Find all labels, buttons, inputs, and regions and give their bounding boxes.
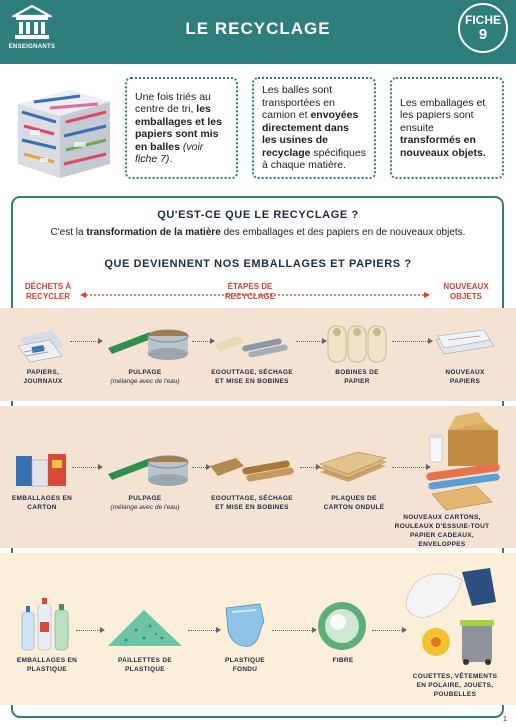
step-arrow bbox=[70, 341, 98, 342]
caption-note: (mélange avec de l'eau) bbox=[110, 378, 180, 385]
step-arrow bbox=[300, 467, 316, 468]
caption-new-papers: NOUVEAUX PAPIERS bbox=[445, 369, 485, 385]
paper-reels-image bbox=[326, 320, 388, 364]
drying-rolls-image bbox=[212, 330, 292, 360]
question-heading-2: QUE DEVIENNENT NOS EMBALLAGES ET PAPIERS ? bbox=[104, 258, 412, 270]
caption-main: PULPAGE bbox=[128, 495, 162, 502]
info-box-transform bbox=[390, 77, 504, 179]
info-text: spécifiques à chaque matière. bbox=[262, 146, 366, 172]
info-bold: les emballages et les papiers sont mis en balles bbox=[135, 103, 222, 153]
legend-new-objects: NOUVEAUX OBJETS bbox=[443, 282, 489, 301]
new-cardboard-items-image bbox=[426, 410, 502, 512]
caption-cardboard: EMBALLAGES EN CARTON bbox=[11, 495, 73, 511]
caption-drying: EGOUTTAGE, SÉCHAGE ET MISE EN BOBINES bbox=[211, 495, 293, 511]
newspapers-image bbox=[16, 326, 68, 364]
info-text: . bbox=[169, 153, 173, 165]
info-text: Une fois triés au centre de tri, bbox=[135, 90, 211, 115]
caption-plastic-packaging: EMBALLAGES EN PLASTIQUE bbox=[16, 657, 78, 673]
caption-pulping bbox=[100, 368, 190, 386]
info-text: Les balles sont transportées en camion et bbox=[262, 84, 335, 122]
caption-new-cardboard: NOUVEAUX CARTONS, ROULEAUX D'ESSUIE-TOUT PAPIER CADEAUX, ENVELOPPES bbox=[394, 514, 490, 548]
question-heading-1: QU'EST-CE QUE LE RECYCLAGE ? bbox=[157, 209, 359, 221]
caption-papers: PAPIERS, JOURNAUX bbox=[23, 369, 63, 385]
cardboard-packages-image bbox=[12, 446, 70, 490]
caption-corrugated: PLAQUES DE CARTON ONDULÉ bbox=[323, 495, 385, 511]
new-plastic-items-image bbox=[402, 562, 500, 666]
caption-flakes: PAILLETTES DE PLASTIQUE bbox=[118, 657, 172, 673]
paper-bale-image bbox=[10, 82, 118, 182]
def-text: C'est la bbox=[50, 227, 87, 238]
caption-new-plastic-items: COUETTES, VÊTEMENTS EN POLAIRE, JOUETS, POUBELLES bbox=[412, 673, 498, 698]
info-text: Les emballages et les papiers sont ensuite bbox=[400, 96, 486, 134]
caption-fibre: FIBRE bbox=[332, 657, 354, 664]
info-bold: envoyées directement dans les usines de recyclage bbox=[262, 109, 359, 159]
header-bar bbox=[0, 0, 516, 64]
fiche-number: 9 bbox=[478, 26, 488, 43]
caption-melted: PLASTIQUE FONDU bbox=[225, 657, 265, 673]
step-arrow bbox=[372, 630, 402, 631]
pulping-machine-image bbox=[104, 322, 190, 362]
step-arrow bbox=[76, 630, 100, 631]
melted-plastic-image bbox=[220, 600, 270, 650]
corrugated-sheets-image bbox=[318, 452, 388, 486]
caption-note: (mélange avec de l'eau) bbox=[110, 504, 180, 511]
info-box-transport bbox=[252, 77, 376, 179]
def-text: des emballages et des papiers en de nouveaux objets. bbox=[220, 227, 466, 238]
step-arrow bbox=[188, 630, 216, 631]
caption-main: PULPAGE bbox=[128, 369, 162, 376]
step-arrow bbox=[392, 341, 428, 342]
step-arrow bbox=[192, 341, 210, 342]
plastic-flakes-image bbox=[106, 608, 184, 648]
step-arrow bbox=[296, 341, 322, 342]
step-arrow bbox=[72, 467, 98, 468]
definition-text bbox=[0, 227, 516, 238]
legend-arrow bbox=[80, 292, 430, 298]
info-bold: transformés en nouveaux objets. bbox=[400, 134, 486, 159]
new-papers-image bbox=[434, 330, 496, 358]
logo-label: ENSEIGNANTS bbox=[8, 44, 56, 50]
step-arrow bbox=[392, 467, 426, 468]
fiche-word: FICHE bbox=[465, 13, 501, 27]
step-arrow bbox=[192, 467, 206, 468]
pulping-machine-image bbox=[104, 448, 190, 488]
caption-pulping bbox=[100, 494, 190, 512]
info-reference: (voir fiche 7) bbox=[135, 140, 204, 165]
fibre-image bbox=[316, 600, 368, 652]
fiche-badge bbox=[458, 3, 508, 53]
info-box-sorting bbox=[125, 77, 238, 179]
page-number: 1 bbox=[503, 716, 507, 723]
plastic-bottles-image bbox=[18, 596, 74, 652]
caption-reels: BOBINES DE PAPIER bbox=[335, 369, 379, 385]
page-title: LE RECYCLAGE bbox=[185, 19, 331, 38]
step-arrow bbox=[272, 630, 312, 631]
legend-waste: DÉCHETS À RECYCLER bbox=[24, 282, 72, 301]
legend-steps: ÉTAPES DE RECYCLAGE bbox=[224, 282, 276, 301]
caption-drying: EGOUTTAGE, SÉCHAGE ET MISE EN BOBINES bbox=[211, 369, 293, 385]
def-bold: transformation de la matière bbox=[86, 227, 221, 238]
cardboard-drying-image bbox=[208, 454, 298, 484]
